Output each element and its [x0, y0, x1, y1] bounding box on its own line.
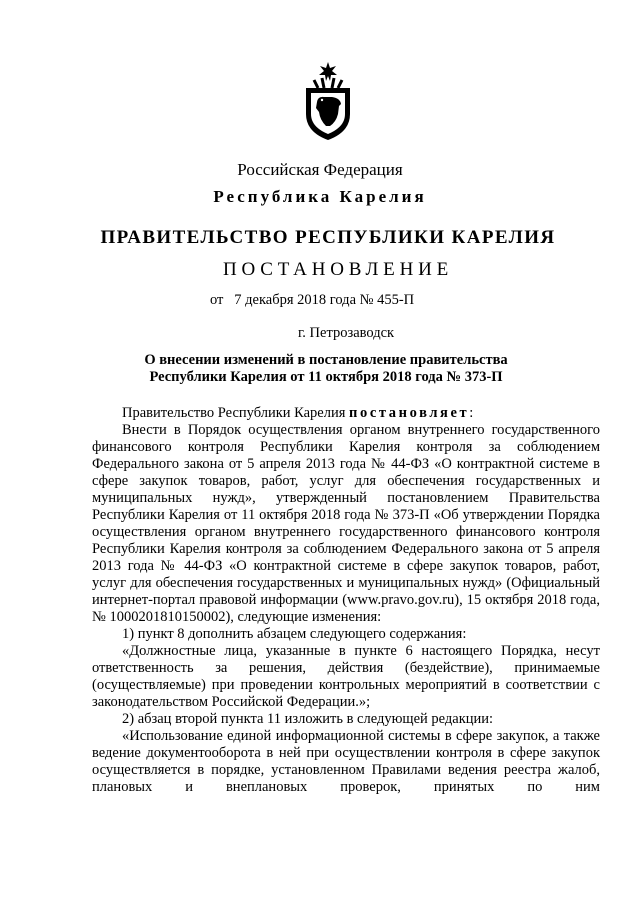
karelia-coat-of-arms-icon — [302, 62, 354, 142]
republic-name: Республика Карелия — [213, 187, 427, 206]
document-type: ПОСТАНОВЛЕНИЕ — [222, 259, 454, 280]
document-body — [92, 405, 600, 796]
item-2-quote: «Использование единой информационной системы в сфере закупок, а также ведение документооборота в ней при осуществлении контроля в сфере закупок осуществляется в порядке, установленном Правилами ведения реестра жалоб, плановых и внеплановых проверок, принятых по ним — [92, 728, 600, 795]
document-city: г. Петрозаводск — [298, 325, 395, 341]
intro-prefix: Правительство Республики Карелия — [122, 405, 350, 421]
subject-line-1: О внесении изменений в постановление правительства — [144, 352, 508, 368]
subject-line-2: Республики Карелия от 11 октября 2018 года № 373-П — [149, 369, 503, 385]
document-date-number: от 7 декабря 2018 года № 455-П — [210, 292, 415, 308]
item-1-quote: «Должностные лица, указанные в пункте 6 настоящего Порядка, несут ответственность за решения, действия (бездействие), принимаемые (осуществляемые) при проведении контрольных мероприятий в соответствии с законодательством Российской Федерации.»; — [92, 643, 600, 710]
intro-suffix: : — [469, 405, 474, 421]
intro-paragraph — [92, 405, 600, 422]
paragraph-main-amendment: Внести в Порядок осуществления органом внутреннего государственного финансового контроля Республики Карелия контроля за соблюдением Федерального закона от 5 апреля 2013 года № 44-ФЗ «О контрактной системе в сфере закупок товаров, работ, услуг для обеспечения государственных и муниципальных нужд», утвержденный постановлением Правительства Республики Карелия от 11 октября 2018 года № 373-П «Об утверждении Порядка осуществления органом внутреннего государственного финансового контроля Республики Карелия контроля за соблюдением Федерального закона от 5 апреля 2013 года № 44-ФЗ «О контрактной системе в сфере закупок товаров, работ, услуг для обеспечения государственных и муниципальных нужд» (Официальный интернет-портал правовой информации (www.pravo.gov.ru), 15 октября 2018 года, № 1000201810150002), следующие изменения: — [92, 422, 600, 625]
item-1: 1) пункт 8 дополнить абзацем следующего содержания: — [122, 626, 467, 642]
government-name: ПРАВИТЕЛЬСТВО РЕСПУБЛИКИ КАРЕЛИЯ — [100, 227, 556, 248]
item-2: 2) абзац второй пункта 11 изложить в следующей редакции: — [122, 711, 494, 727]
country-name: Российская Федерация — [237, 160, 403, 179]
intro-decree-word: постановляет — [349, 405, 470, 421]
document-subject — [6, 352, 640, 386]
